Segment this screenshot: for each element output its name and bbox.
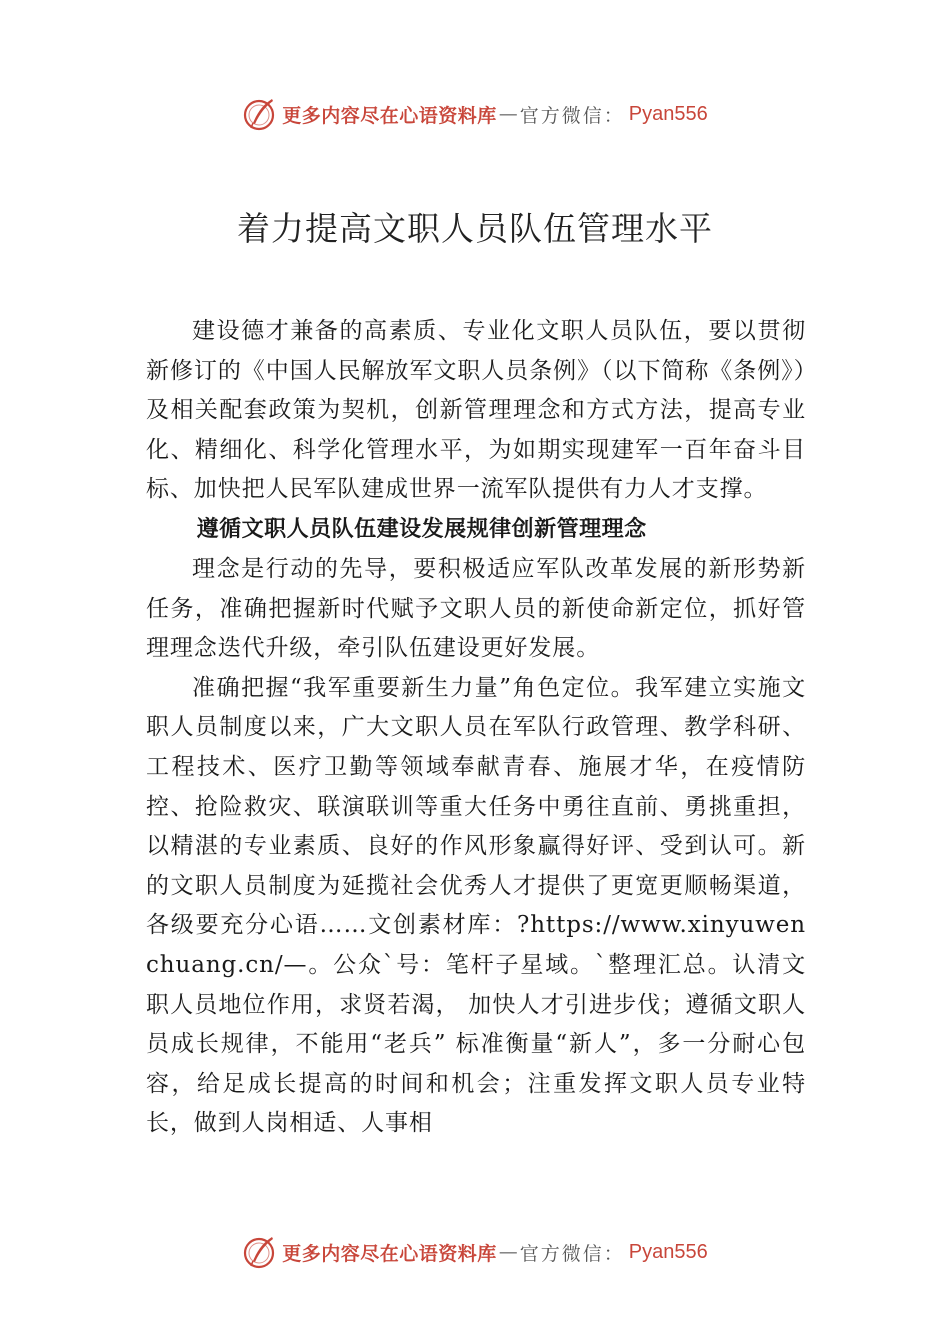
document-title: 着力提高文职人员队伍管理水平 [237, 209, 713, 248]
quill-logo-icon [242, 96, 278, 132]
intro-paragraph: 建设德才兼备的高素质、专业化文职人员队伍，要以贯彻新修订的《中国人民解放军文职人员条例》（以下简称《条例》）及相关配套政策为契机，创新管理理念和方式方法，提高专业化、精细化、科学化管理水平，为如期实现建军一百年奋斗目标、加快把人民军队建成世界一流军队提供有力人才支撑。 [146, 318, 806, 503]
banner-separator: — [498, 103, 518, 125]
section-paragraph: 准确把握“我军重要新生力量”角色定位。我军建立实施文职人员制度以来，广大文职人员在军队行政管理、教学科研、工程技术、医疗卫勤等领域奉献青春、施展才华，在疫情防控、抢险救灾、联演联训等重大任务中勇往直前、勇挑重担，以精湛的专业素质、良好的作风形象赢得好评、受到认可。新的文职人员制度为延揽社会优秀人才提供了更宽更顺畅渠道，各级要充分心语……文创素材库：?https://www.xinyuwenchuang.cn/—。公众`号：笔杆子星域。`整理汇总。认清文职人员地位作用，求贤若渴， 加快人才引进步伐；遵循文职人员成长规律，不能用“老兵” 标准衡量“新人”，多一分耐心包容，给足成长提高的时间和机会；注重发挥文职人员专业特长，做到人岗相适、人事相 [146, 674, 806, 1137]
section-paragraph: 理念是行动的先导，要积极适应军队改革发展的新形势新任务，准确把握新时代赋予文职人员的新使命新定位，抓好管理理念迭代升级，牵引队伍建设更好发展。 [146, 555, 806, 662]
promo-text: 更多内容尽在心语资料库 [282, 1242, 497, 1265]
footer-banner [0, 1232, 950, 1272]
wechat-label: 官方微信： [519, 104, 625, 127]
header-banner [0, 94, 950, 134]
document-body [146, 312, 806, 1144]
section-heading: 遵循文职人员队伍建设发展规律创新管理理念 [196, 516, 647, 542]
wechat-id: Pyan556 [628, 1240, 708, 1263]
promo-text: 更多内容尽在心语资料库 [282, 104, 497, 127]
wechat-label: 官方微信： [519, 1242, 625, 1265]
banner-separator: — [498, 1241, 518, 1263]
quill-logo-icon [242, 1234, 278, 1270]
wechat-id: Pyan556 [628, 102, 708, 125]
